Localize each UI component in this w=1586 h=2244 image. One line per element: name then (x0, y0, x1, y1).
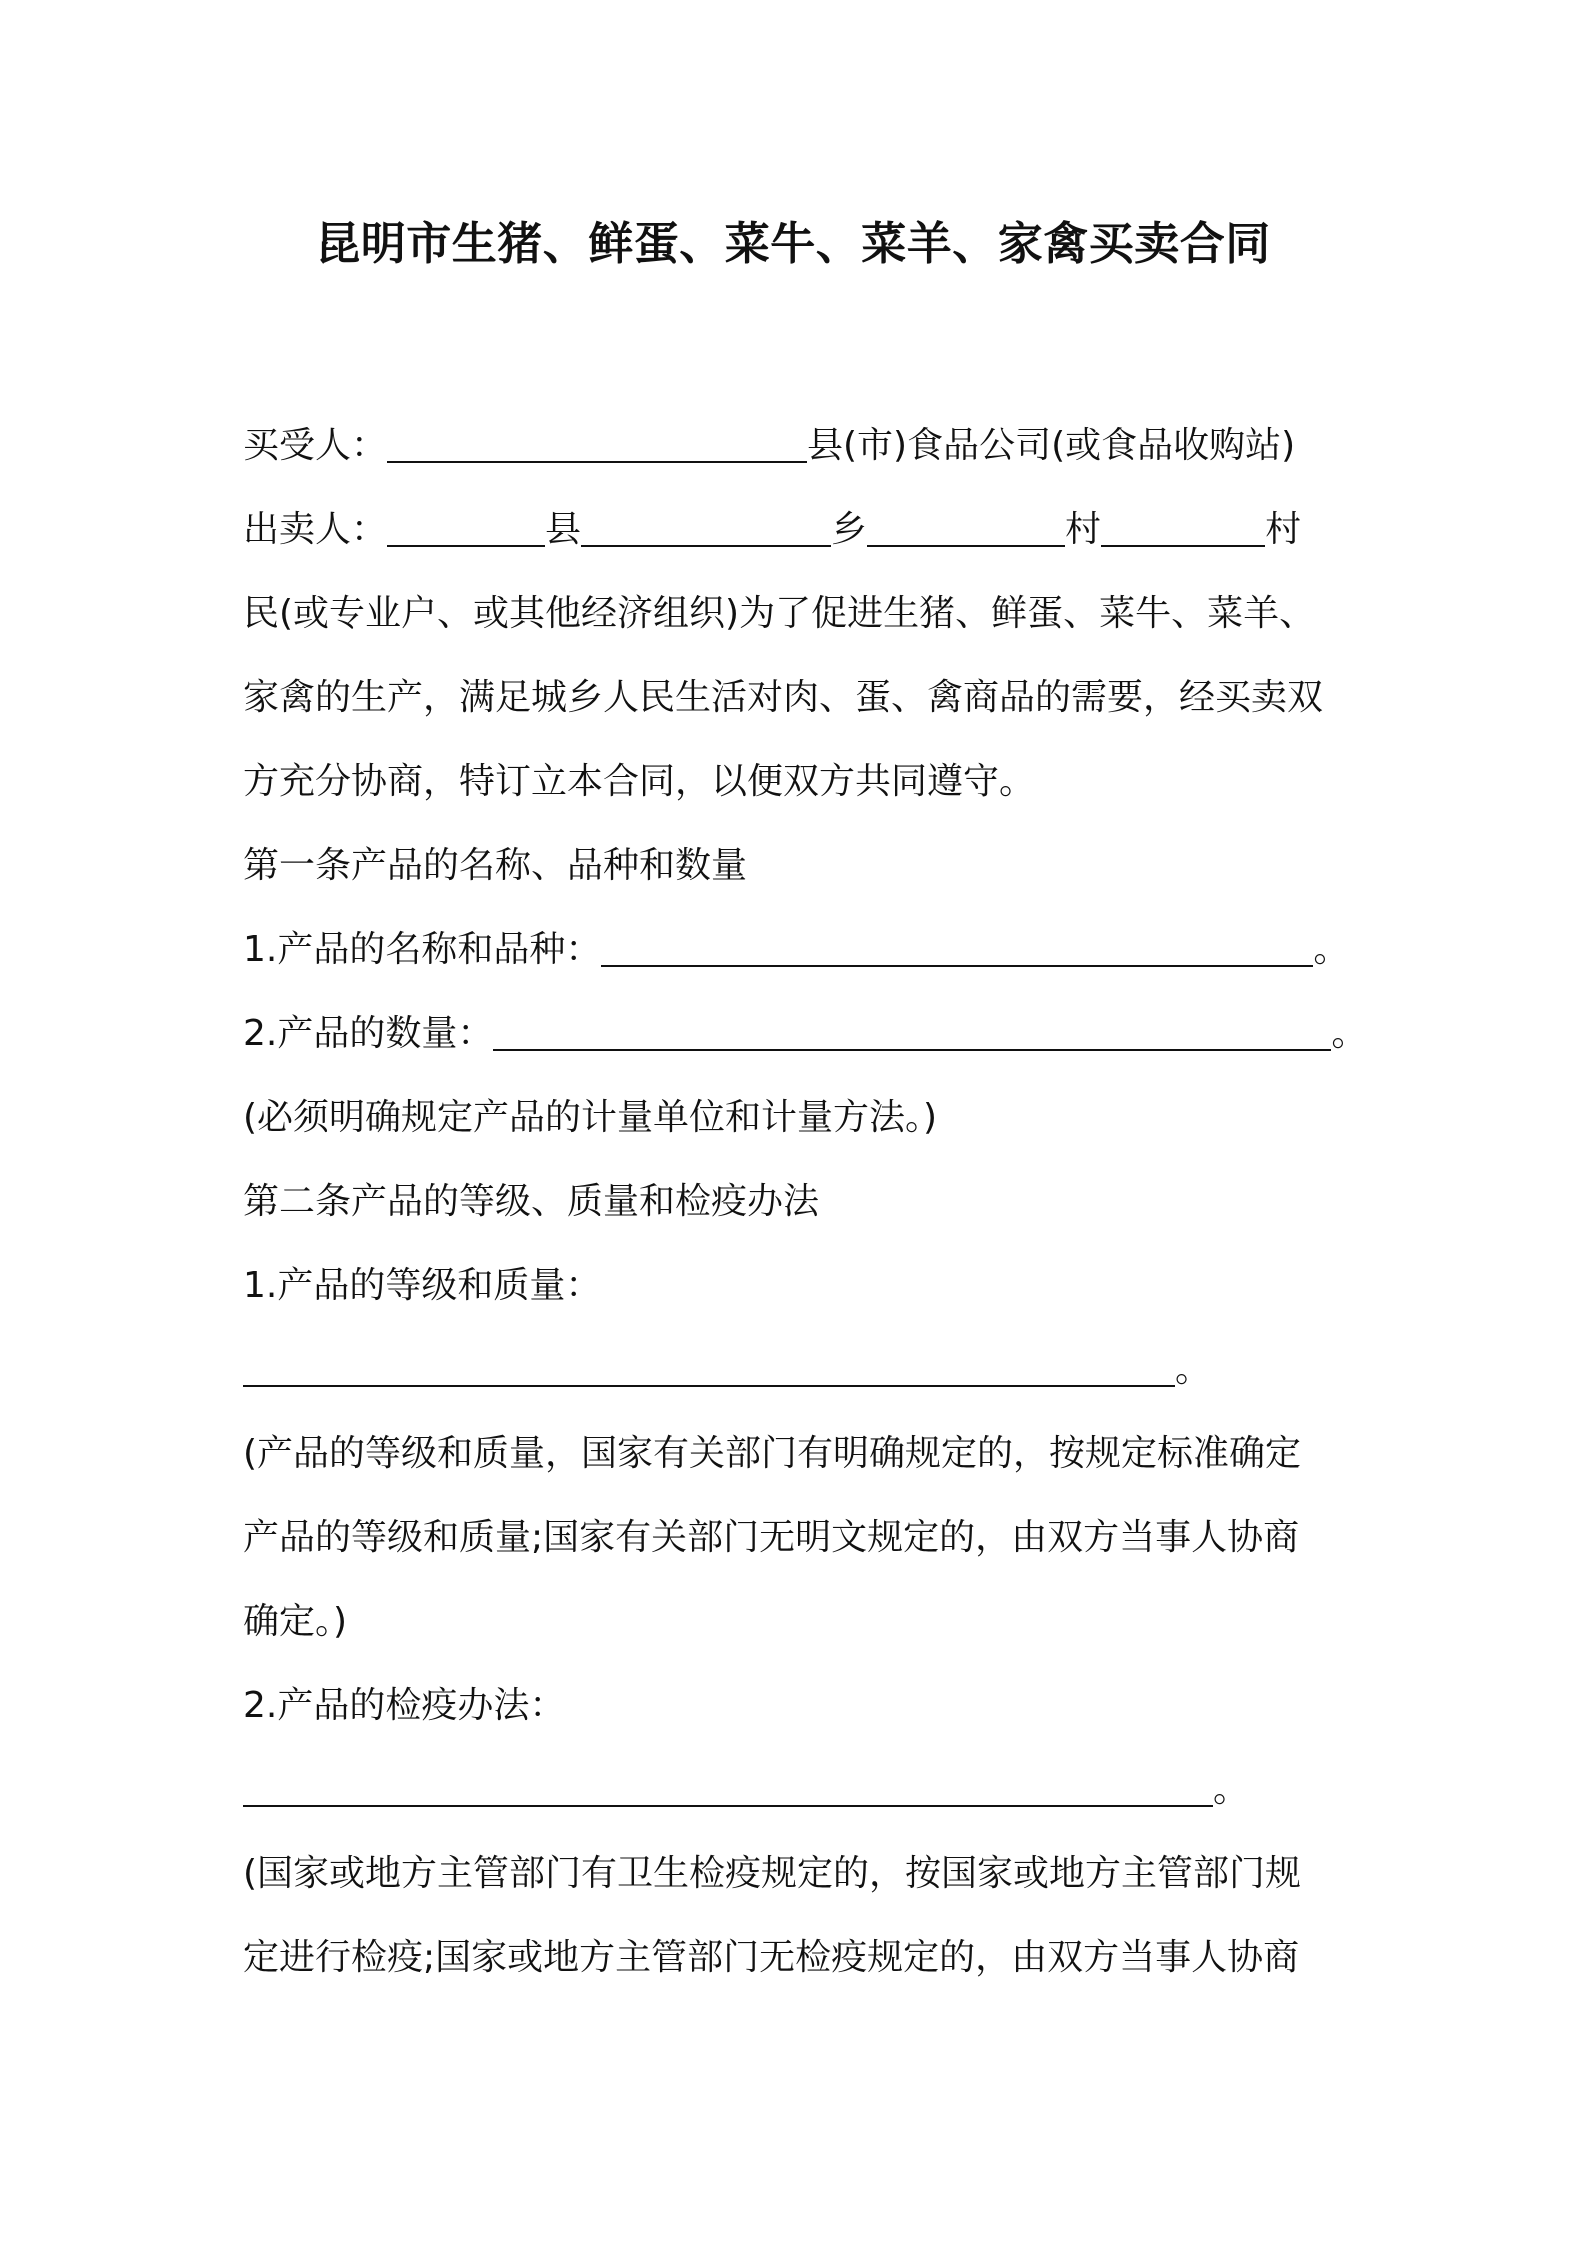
seller-line (243, 488, 1363, 572)
article2-heading: 第二条产品的等级、质量和检疫办法 (243, 1181, 820, 1222)
item-label: 1.产品的名称和品种： (243, 929, 602, 970)
article2-note2-line: (国家或地方主管部门有卫生检疫规定的，按国家或地方主管部门规 (243, 1853, 1302, 1894)
end-mark: 。 (1175, 1349, 1212, 1390)
product-name-blank[interactable] (601, 929, 1313, 967)
article2-note1-line: 产品的等级和质量;国家有关部门无明文规定的，由双方当事人协商 (243, 1517, 1300, 1558)
buyer-label: 买受人： (243, 425, 388, 466)
product-quantity-blank[interactable] (493, 1013, 1331, 1051)
seller-village2-blank[interactable] (1101, 509, 1265, 547)
article2-item2-fill-line (243, 1748, 1363, 1832)
intro-line: 民(或专业户、或其他经济组织)为了促进生猪、鲜蛋、菜牛、菜羊、 (243, 593, 1316, 634)
article1-item2 (243, 992, 1368, 1076)
item-label: 2.产品的数量： (243, 1013, 494, 1054)
article2-item1: 1.产品的等级和质量： (243, 1265, 602, 1306)
end-mark: 。 (1331, 1013, 1368, 1054)
buyer-blank[interactable] (387, 425, 807, 463)
intro-line: 方充分协商，特订立本合同，以便双方共同遵守。 (243, 761, 1036, 802)
document-title: 昆明市生猪、鲜蛋、菜牛、菜羊、家禽买卖合同 (315, 217, 1271, 270)
seller-village-label: 村 (1065, 509, 1102, 550)
document-body (243, 404, 1368, 2000)
article1-heading: 第一条产品的名称、品种和数量 (243, 845, 748, 886)
end-mark: 。 (1213, 1769, 1250, 1810)
article2-item2: 2.产品的检疫办法： (243, 1685, 566, 1726)
seller-village2-label: 村 (1265, 509, 1302, 550)
article2-note2-line: 定进行检疫;国家或地方主管部门无检疫规定的，由双方当事人协商 (243, 1937, 1300, 1978)
article1-item1 (243, 908, 1363, 992)
article2-note1-line: (产品的等级和质量，国家有关部门有明确规定的，按规定标准确定 (243, 1433, 1302, 1474)
article1-note: (必须明确规定产品的计量单位和计量方法。) (243, 1097, 938, 1138)
intro-line: 家禽的生产，满足城乡人民生活对肉、蛋、禽商品的需要，经买卖双 (243, 677, 1324, 718)
seller-township-label: 乡 (831, 509, 868, 550)
seller-county-blank[interactable] (387, 509, 545, 547)
article2-item1-fill-line (243, 1328, 1363, 1412)
buyer-line (243, 404, 1363, 488)
seller-village-blank[interactable] (867, 509, 1065, 547)
seller-township-blank[interactable] (581, 509, 831, 547)
end-mark: 。 (1313, 929, 1350, 970)
buyer-suffix: 县(市)食品公司(或食品收购站) (807, 425, 1296, 466)
article2-note1-line: 确定。) (243, 1601, 348, 1642)
seller-label: 出卖人： (243, 509, 388, 550)
quarantine-method-blank[interactable] (243, 1769, 1213, 1807)
grade-quality-blank[interactable] (243, 1349, 1175, 1387)
seller-county-label: 县 (545, 509, 582, 550)
